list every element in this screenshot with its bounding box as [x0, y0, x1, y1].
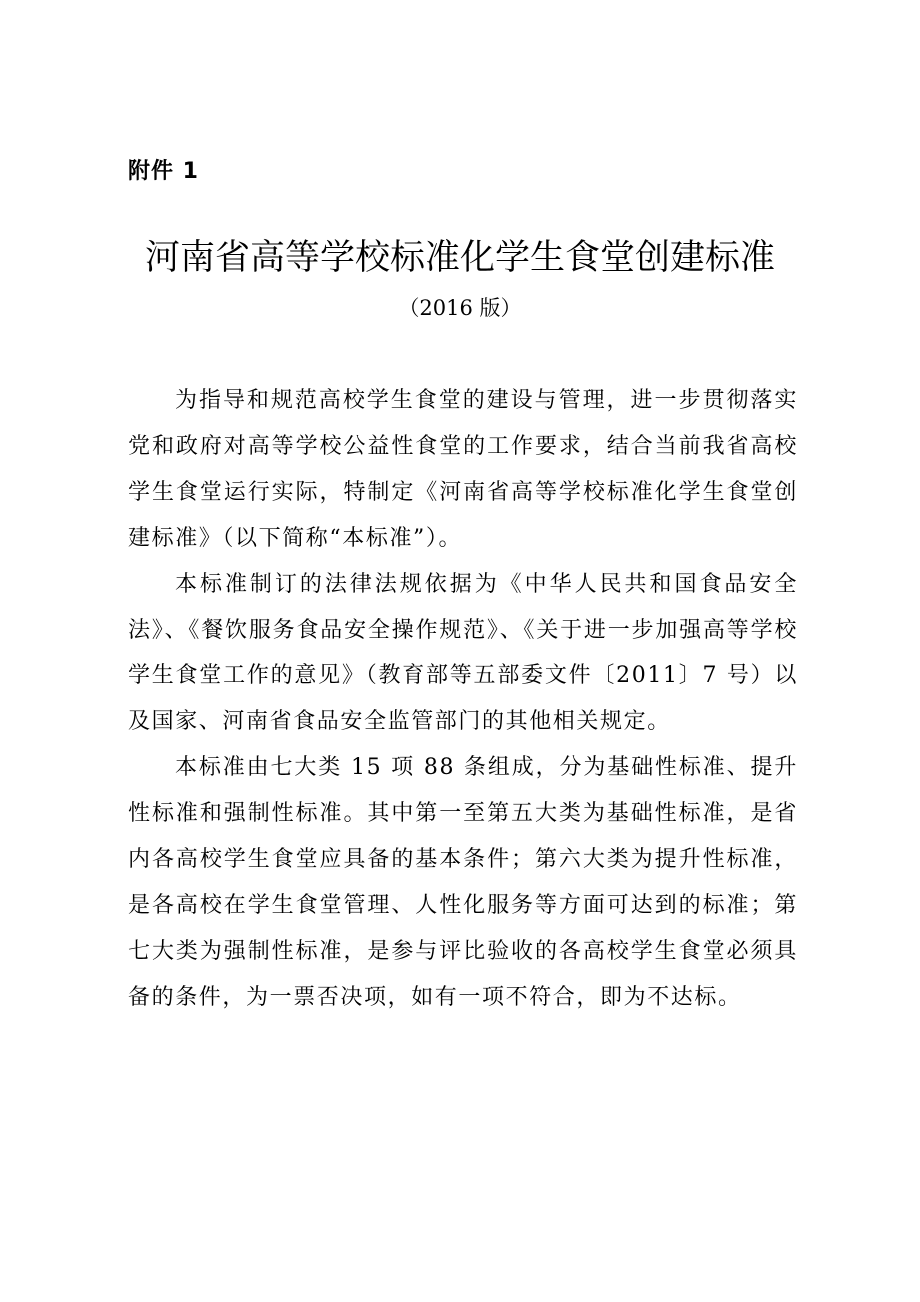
document-edition: （2016 版） [398, 296, 522, 320]
attachment-label: 附件 1 [128, 159, 199, 184]
document-title: 河南省高等学校标准化学生食堂创建标准 [144, 238, 775, 278]
paragraph-legal-basis: 本标准制订的法律法规依据为《中华人民共和国食品安全法》、《餐饮服务食品安全操作规范》、《关于进一步加强高等学校学生食堂工作的意见》（教育部等五部委文件〔2011〕7 号）以及国家、河南省食品安全监管部门的其他相关规定。 [128, 571, 798, 735]
paragraph-purpose: 为指导和规范高校学生食堂的建设与管理，进一步贯彻落实党和政府对高等学校公益性食堂的工作要求，结合当前我省高校学生食堂运行实际，特制定《河南省高等学校标准化学生食堂创建标准》（以下简称“本标准”）。 [128, 388, 798, 551]
document-body [128, 378, 798, 1021]
paragraph-structure: 本标准由七大类 15 项 88 条组成，分为基础性标准、提升性标准和强制性标准。其中第一至第五大类为基础性标准，是省内各高校学生食堂应具备的基本条件；第六大类为提升性标准，是各高校在学生食堂管理、人性化服务等方面可达到的标准；第七大类为强制性标准，是参与评比验收的各高校学生食堂必须具备的条件，为一票否决项，如有一项不符合，即为不达标。 [128, 755, 798, 1010]
